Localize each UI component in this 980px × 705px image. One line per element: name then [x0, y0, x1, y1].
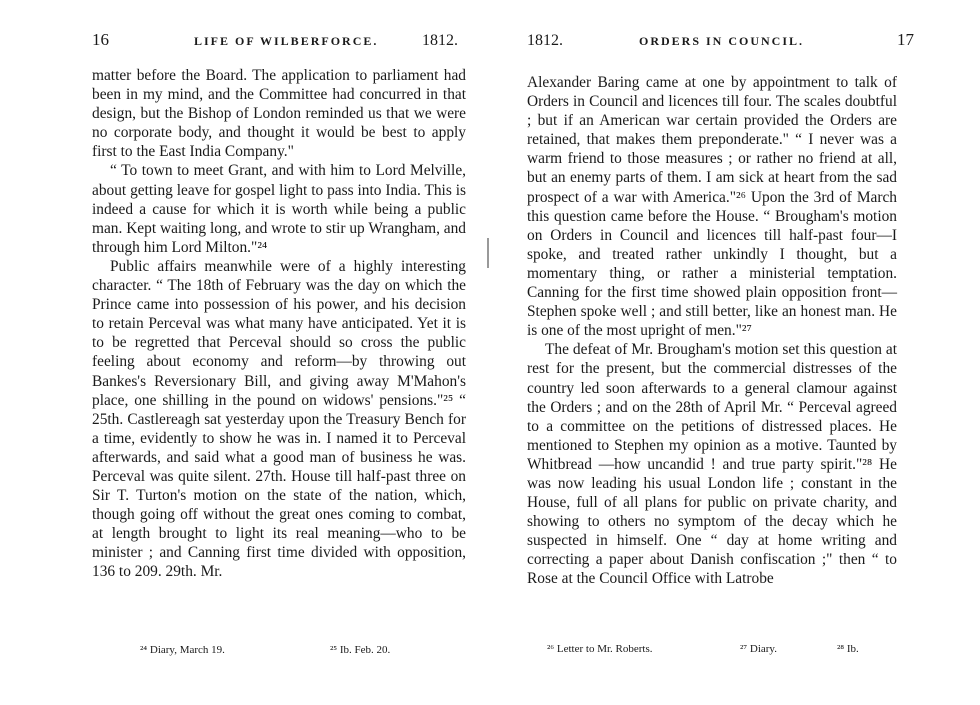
- left-header-title: LIFE OF WILBERFORCE.: [194, 34, 379, 48]
- footnote-28: ²⁸ Ib.: [837, 643, 859, 655]
- left-running-head: [92, 30, 472, 56]
- right-paragraph-1: Alexander Baring came at one by appointment to talk of Orders in Council and licences till four. The scales doubtful ; but if an American war certain provided the Orders are retained, that makes them preponderate." “ I never was a warm friend to those measures ; or rather no friend at all, but an enemy parts of them. I am sick at heart from the sad prospect of a war with America."²⁶ Upon the 3rd of March this question came before the House. “ Brougham's motion on Orders in Council and licences till half-past four—I spoke, and treated rather unkindly I thought, but a momentary thing, or rather a ministerial temptation. Canning for the first time showed plain opposition front—Stephen spoke well ; and still better, like an honest man. He is one of the most upright of men."²⁷: [527, 74, 897, 340]
- left-paragraph-3: Public affairs meanwhile were of a highly interesting character. “ The 18th of February was the day on which the Prince came into possession of his power, and his decision to retain Perceval was what many have anticipated. Yet it is to be regretted that Perceval should so cross the public feeling about economy and reform—by throwing out Bankes's Reversionary Bill, and giving away M'Mahon's place, one shilling in the pound on widows' pensions."²⁵ “ 25th. Castlereagh sat yesterday upon the Treasury Bench for a time, evidently to show he was in. I named it to Perceval afterwards, and said what a good man of business he was. Perceval was quite silent. 27th. House till half-past three on Sir T. Turton's motion on the state of the nation, which, though going off without the great ones coming to combat, at length brought to light its real meaning—who to be minister ; and Canning first time divided with opposition, 136 to 209. 29th. Mr.: [92, 257, 466, 581]
- left-header-year: 1812.: [422, 32, 458, 49]
- right-header-title: ORDERS IN COUNCIL.: [639, 34, 805, 48]
- left-body-text: [92, 66, 466, 582]
- right-page-number: 17: [897, 30, 914, 49]
- footnote-27: ²⁷ Diary.: [740, 643, 777, 655]
- footnote-26: ²⁶ Letter to Mr. Roberts.: [547, 643, 653, 655]
- footnote-25: ²⁵ Ib. Feb. 20.: [330, 644, 391, 656]
- gutter-mark: [487, 238, 489, 268]
- right-header-year: 1812.: [527, 32, 563, 49]
- left-paragraph-1: matter before the Board. The application to parliament had been in my mind, and the Committee had concurred in that design, but the Bishop of London reminded us that we were no corporate body, and thought it would be best to apply first to the East India Company.": [92, 67, 466, 161]
- right-body-text: [527, 73, 897, 589]
- left-paragraph-2: “ To town to meet Grant, and with him to Lord Melville, about getting leave for gospel light to pass into India. This is indeed a cause for which it is worth while being a public man. Kept waiting long, and wrote to stir up Wrangham, and through him Lord Milton."²⁴: [92, 162, 466, 256]
- right-page: [490, 0, 980, 705]
- left-page-number: 16: [92, 30, 109, 49]
- right-paragraph-2: The defeat of Mr. Brougham's motion set this question at rest for the present, but the commercial distresses of the country led soon afterwards to a general clamour against the Orders ; and on the 28th of April Mr. “ Perceval agreed to a committee on the petitions of distressed places. He mentioned to Stephen my opinion as a motive. Taunted by Whitbread —how uncandid ! and true party spirit."²⁸ He was now leading his usual London life ; constant in the House, full of all plans for public on private charity, and showing to others no symptom of the decay which he suspected in himself. One “ day at home writing and correcting a paper about Danish confiscation ;" then “ to Rose at the Council Office with Latrobe: [527, 341, 897, 588]
- footnote-24: ²⁴ Diary, March 19.: [140, 644, 225, 656]
- right-running-head: [527, 30, 922, 56]
